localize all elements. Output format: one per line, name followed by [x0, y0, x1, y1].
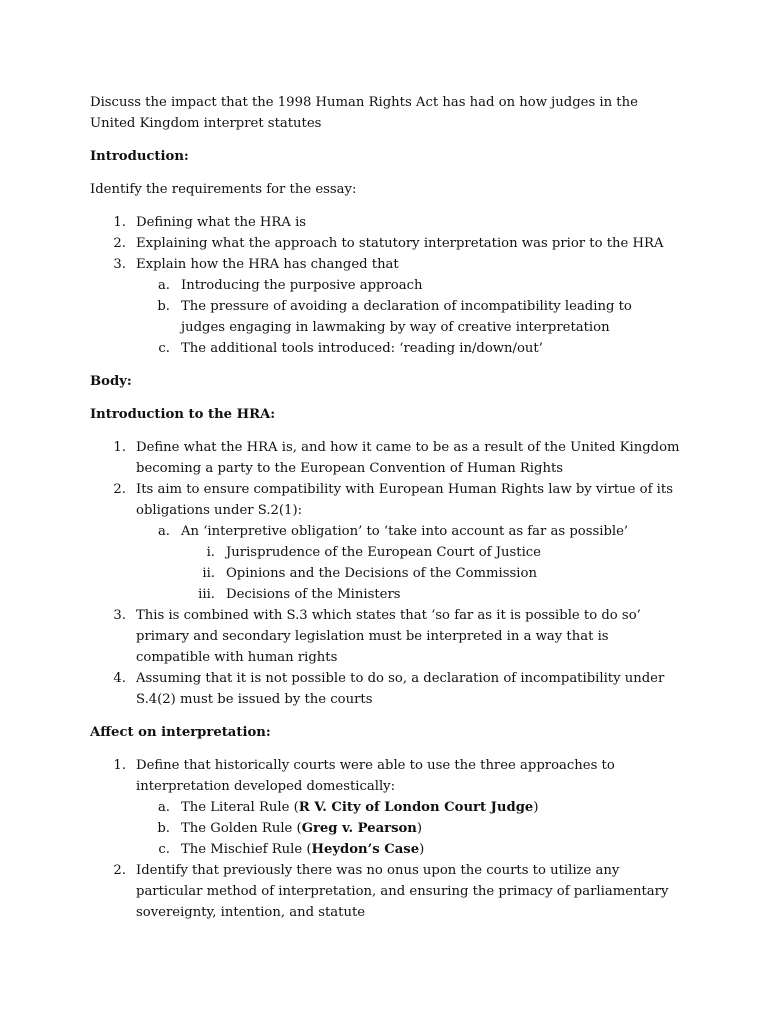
- list-marker: b.: [157, 821, 170, 836]
- rule-prefix: The Literal Rule (: [181, 800, 299, 815]
- body-heading-text: Body:: [90, 374, 132, 389]
- introduction-heading: Introduction:: [90, 149, 189, 164]
- case-name: Greg v. Pearson: [301, 821, 417, 836]
- list-item-text: Its aim to ensure compatibility with European Human Rights law by virtue of its obligations under S.2(1):: [136, 482, 673, 518]
- list-item-text: Explain how the HRA has changed that: [136, 257, 399, 272]
- list-item: [90, 254, 680, 275]
- list-item-text: Explaining what the approach to statutory interpretation was prior to the HRA: [136, 236, 664, 251]
- case-name: R V. City of London Court Judge: [298, 800, 534, 815]
- rule-suffix: ): [419, 842, 425, 857]
- list-item: [90, 233, 680, 254]
- list-item: [90, 437, 680, 479]
- rule-prefix: The Golden Rule (: [181, 821, 302, 836]
- list-marker: b.: [157, 299, 170, 314]
- rule-suffix: ): [416, 821, 423, 836]
- list-marker: 2.: [113, 482, 126, 497]
- sub-list-item: [90, 296, 680, 338]
- list-marker: 4.: [113, 671, 126, 686]
- list-item: [90, 605, 680, 668]
- list-marker: 1.: [113, 758, 126, 773]
- list-item-text: Introducing the purposive approach: [181, 278, 423, 293]
- list-item: [90, 860, 680, 923]
- list-item-text: Define that historically courts were able to use the three approaches to interpretation developed domestically:: [136, 758, 615, 794]
- sub-list-item: [90, 275, 680, 296]
- list-marker: 3.: [113, 608, 126, 623]
- list-item-text: This is combined with S.3 which states that ‘so far as it is possible to do so’ primary and secondary legislation must be interpreted in a way that is compatible with human rights: [136, 608, 641, 665]
- body-heading: [90, 371, 680, 392]
- sub-list-item: [90, 818, 680, 839]
- introduction-lead: Identify the requirements for the essay:: [90, 182, 357, 197]
- list-marker: 1.: [113, 215, 126, 230]
- list-marker: ii.: [202, 566, 215, 581]
- sub-list-item: [90, 338, 680, 359]
- list-marker: 3.: [113, 257, 126, 272]
- list-item-text: Define what the HRA is, and how it came to be as a result of the United Kingdom becoming a party to the European Convention of Human Rights: [136, 440, 680, 476]
- list-item-text: Defining what the HRA is: [136, 215, 307, 230]
- list-item-text: Opinions and the Decisions of the Commission: [226, 566, 537, 581]
- list-item-text: Assuming that it is not possible to do so, a declaration of incompatibility under S.4(2) must be issued by the courts: [136, 671, 665, 707]
- list-marker: iii.: [198, 587, 215, 602]
- sub-list-item: [90, 839, 680, 860]
- list-item-text: The additional tools introduced: ‘reading in/down/out’: [181, 341, 543, 356]
- list-item: [90, 212, 680, 233]
- list-item-text: Decisions of the Ministers: [226, 587, 401, 602]
- list-item: [90, 755, 680, 797]
- sub-sub-list-item: [90, 542, 680, 563]
- rule-suffix: ): [533, 800, 539, 815]
- document-page: [90, 92, 680, 923]
- list-item: [90, 479, 680, 521]
- case-name: Heydon’s Case: [311, 842, 420, 857]
- hra-heading: Introduction to the HRA:: [90, 407, 276, 422]
- list-item-text: The pressure of avoiding a declaration of incompatibility leading to judges engaging in lawmaking by way of creative interpretation: [181, 299, 632, 335]
- list-item-text: An ‘interpretive obligation’ to ‘take into account as far as possible’: [181, 524, 629, 539]
- affect-heading: Affect on interpretation:: [90, 725, 271, 740]
- list-marker: a.: [157, 278, 170, 293]
- list-marker: 2.: [113, 863, 126, 878]
- sub-list-item: [90, 521, 680, 542]
- list-marker: 1.: [113, 440, 126, 455]
- list-marker: a.: [157, 800, 170, 815]
- list-marker: i.: [206, 545, 215, 560]
- list-item-text: Identify that previously there was no onus upon the courts to utilize any particular method of interpretation, and ensuring the primacy of parliamentary sovereignty, intention, and statute: [136, 863, 669, 920]
- list-marker: 2.: [113, 236, 126, 251]
- list-item-text: Jurisprudence of the European Court of Justice: [226, 545, 541, 560]
- list-marker: a.: [157, 524, 170, 539]
- essay-question: Discuss the impact that the 1998 Human Rights Act has had on how judges in the United Kingdom interpret statutes: [90, 95, 638, 131]
- list-item: [90, 668, 680, 710]
- sub-sub-list-item: [90, 584, 680, 605]
- sub-sub-list-item: [90, 563, 680, 584]
- list-marker: c.: [158, 842, 170, 857]
- sub-list-item: [90, 797, 680, 818]
- list-marker: c.: [158, 341, 170, 356]
- rule-prefix: The Mischief Rule (: [181, 842, 312, 857]
